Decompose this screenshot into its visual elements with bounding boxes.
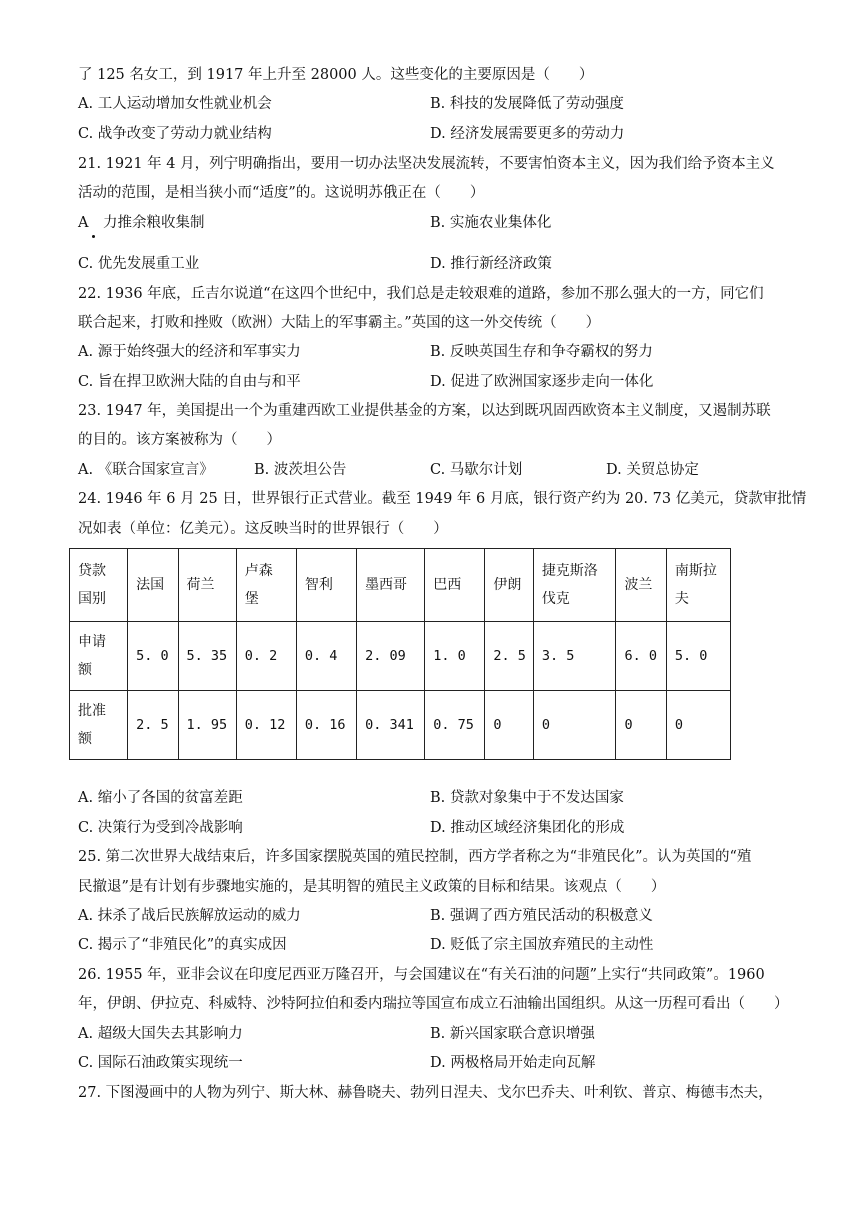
header-label-line: 国别 (78, 591, 106, 607)
q23-option-d: D. 关贸总协定 (606, 462, 699, 478)
country-name: 夫 (674, 591, 689, 607)
requested-value: 1. 0 (425, 622, 485, 691)
country-cell (128, 549, 178, 622)
approved-value: 0. 341 (357, 691, 425, 760)
q22-option-d: D. 促进了欧洲国家逐步走向一体化 (430, 374, 654, 390)
approved-value: 0 (533, 691, 616, 760)
approved-value: 0. 12 (236, 691, 296, 760)
q25-option-a: A. 抹杀了战后民族解放运动的威力 (78, 908, 301, 924)
q23-option-a: A. 《联合国家宣言》 (78, 462, 214, 478)
q24-stem-line2: 况如表（单位：亿美元）。这反映当时的世界银行（ ） (78, 521, 448, 537)
approved-value: 0 (666, 691, 730, 760)
country-cell (533, 549, 616, 622)
country-cell (425, 549, 485, 622)
requested-value: 0. 2 (236, 622, 296, 691)
q25-option-d: D. 贬低了宗主国放弃殖民的主动性 (430, 937, 654, 953)
country-name: 伐克 (541, 591, 570, 607)
q24-option-c: C. 决策行为受到冷战影响 (78, 820, 243, 836)
q20-option-a: A. 工人运动增加女性就业机会 (78, 96, 272, 112)
country-name: 荷兰 (186, 577, 215, 593)
country-name: 墨西哥 (365, 577, 408, 593)
q24-option-a: A. 缩小了各国的贫富差距 (78, 790, 243, 806)
country-name: 卢森 (244, 563, 273, 579)
q23-option-c: C. 马歇尔计划 (430, 462, 523, 478)
requested-value: 2. 09 (357, 622, 425, 691)
approved-value: 0. 16 (296, 691, 356, 760)
q21-option-d: D. 推行新经济政策 (430, 256, 552, 272)
q21-option-a: A 力推余粮收集制 (78, 215, 205, 231)
q20-option-c: C. 战争改变了劳动力就业结构 (78, 126, 272, 142)
country-cell (236, 549, 296, 622)
q25-stem-line2: 民撤退”是有计划有步骤地实施的，是其明智的殖民主义政策的目标和结果。该观点（ ） (78, 879, 666, 895)
table-row (70, 622, 731, 691)
q24-stem-line1: 24. 1946 年 6 月 25 日，世界银行正式营业。截至 1949 年 6 月底，银行资产约为 20. 73 亿美元，贷款审批情 (78, 491, 807, 507)
q24-option-d: D. 推动区域经济集团化的形成 (430, 820, 625, 836)
country-cell (666, 549, 730, 622)
q27-stem-line1: 27. 下图漫画中的人物为列宁、斯大林、赫鲁晓夫、勃列日涅夫、戈尔巴乔夫、叶利钦、普京、梅德韦杰夫， (78, 1085, 773, 1101)
country-cell (357, 549, 425, 622)
q26-option-d: D. 两极格局开始走向瓦解 (430, 1055, 596, 1071)
country-name: 捷克斯洛 (541, 563, 598, 579)
country-cell (616, 549, 666, 622)
country-cell (296, 549, 356, 622)
row-label-cell (70, 691, 128, 760)
country-name: 堡 (244, 591, 259, 607)
header-label-line: 贷款 (78, 563, 106, 579)
option-dot-mark (92, 235, 95, 238)
q25-stem-line1: 25. 第二次世界大战结束后，许多国家摆脱英国的殖民控制，西方学者称之为“非殖民化”。认为英国的“殖 (78, 849, 752, 865)
approved-value: 2. 5 (128, 691, 178, 760)
country-name: 智利 (304, 577, 333, 593)
q26-option-b: B. 新兴国家联合意识增强 (430, 1026, 595, 1042)
q26-option-a: A. 超级大国失去其影响力 (78, 1026, 243, 1042)
country-name: 法国 (136, 577, 165, 593)
q26-option-c: C. 国际石油政策实现统一 (78, 1055, 243, 1071)
q22-option-a: A. 源于始终强大的经济和军事实力 (78, 344, 301, 360)
q25-option-b: B. 强调了西方殖民活动的积极意义 (430, 908, 653, 924)
requested-value: 5. 35 (178, 622, 236, 691)
q25-option-c: C. 揭示了“非殖民化”的真实成因 (78, 937, 287, 953)
requested-value: 5. 0 (666, 622, 730, 691)
row-label-cell (70, 622, 128, 691)
q22-option-b: B. 反映英国生存和争夺霸权的努力 (430, 344, 653, 360)
approved-value: 0. 75 (425, 691, 485, 760)
q26-stem-line1: 26. 1955 年，亚非会议在印度尼西亚万隆召开，与会国建议在“有关石油的问题”上实行“共同政策”。1960 (78, 967, 765, 983)
country-cell (485, 549, 533, 622)
q23-stem-line1: 23. 1947 年，美国提出一个为重建西欧工业提供基金的方案，以达到既巩固西欧资本主义制度，又遏制苏联 (78, 403, 771, 419)
requested-value: 5. 0 (128, 622, 178, 691)
q26-stem-line2: 年，伊朗、伊拉克、科威特、沙特阿拉伯和委内瑞拉等国宣布成立石油输出国组织。从这一历程可看出（ ） (78, 996, 789, 1012)
q23-option-b: B. 波茨坦公告 (254, 462, 347, 478)
approved-value: 0 (485, 691, 533, 760)
requested-value: 0. 4 (296, 622, 356, 691)
country-name: 巴西 (433, 577, 462, 593)
q23-stem-line2: 的目的。该方案被称为（ ） (78, 432, 281, 448)
q21-stem-line2: 活动的范围，是相当狭小而“适度”的。这说明苏俄正在（ ） (78, 185, 485, 201)
requested-value: 2. 5 (485, 622, 533, 691)
country-name: 伊朗 (493, 577, 522, 593)
q24-option-b: B. 贷款对象集中于不发达国家 (430, 790, 624, 806)
country-name: 南斯拉 (674, 563, 717, 579)
row-label-line: 额 (78, 731, 92, 747)
table-row (70, 691, 731, 760)
q21-option-b: B. 实施农业集体化 (430, 215, 552, 231)
row-label-line: 申请 (78, 634, 106, 650)
q20-option-b: B. 科技的发展降低了劳动强度 (430, 96, 624, 112)
country-name: 波兰 (624, 577, 653, 593)
q20-option-d: D. 经济发展需要更多的劳动力 (430, 126, 625, 142)
requested-value: 3. 5 (533, 622, 616, 691)
loan-table (69, 548, 731, 760)
header-label-cell (70, 549, 128, 622)
q21-stem-line1: 21. 1921 年 4 月，列宁明确指出，要用一切办法坚决发展流转，不要害怕资本主义，因为我们给予资本主义 (78, 156, 775, 172)
approved-value: 1. 95 (178, 691, 236, 760)
q22-option-c: C. 旨在捍卫欧洲大陆的自由与和平 (78, 374, 301, 390)
approved-value: 0 (616, 691, 666, 760)
table-header-row (70, 549, 731, 622)
country-cell (178, 549, 236, 622)
q20-stem-tail: 了 125 名女工，到 1917 年上升至 28000 人。这些变化的主要原因是（ ） (78, 67, 594, 83)
row-label-line: 额 (78, 662, 92, 678)
q21-option-c: C. 优先发展重工业 (78, 256, 200, 272)
q22-stem-line2: 联合起来，打败和挫败（欧洲）大陆上的军事霸主。”英国的这一外交传统（ ） (78, 315, 601, 331)
row-label-line: 批准 (78, 703, 106, 719)
q22-stem-line1: 22. 1936 年底，丘吉尔说道“在这四个世纪中，我们总是走较艰难的道路，参加不那么强大的一方，同它们 (78, 286, 764, 302)
requested-value: 6. 0 (616, 622, 666, 691)
